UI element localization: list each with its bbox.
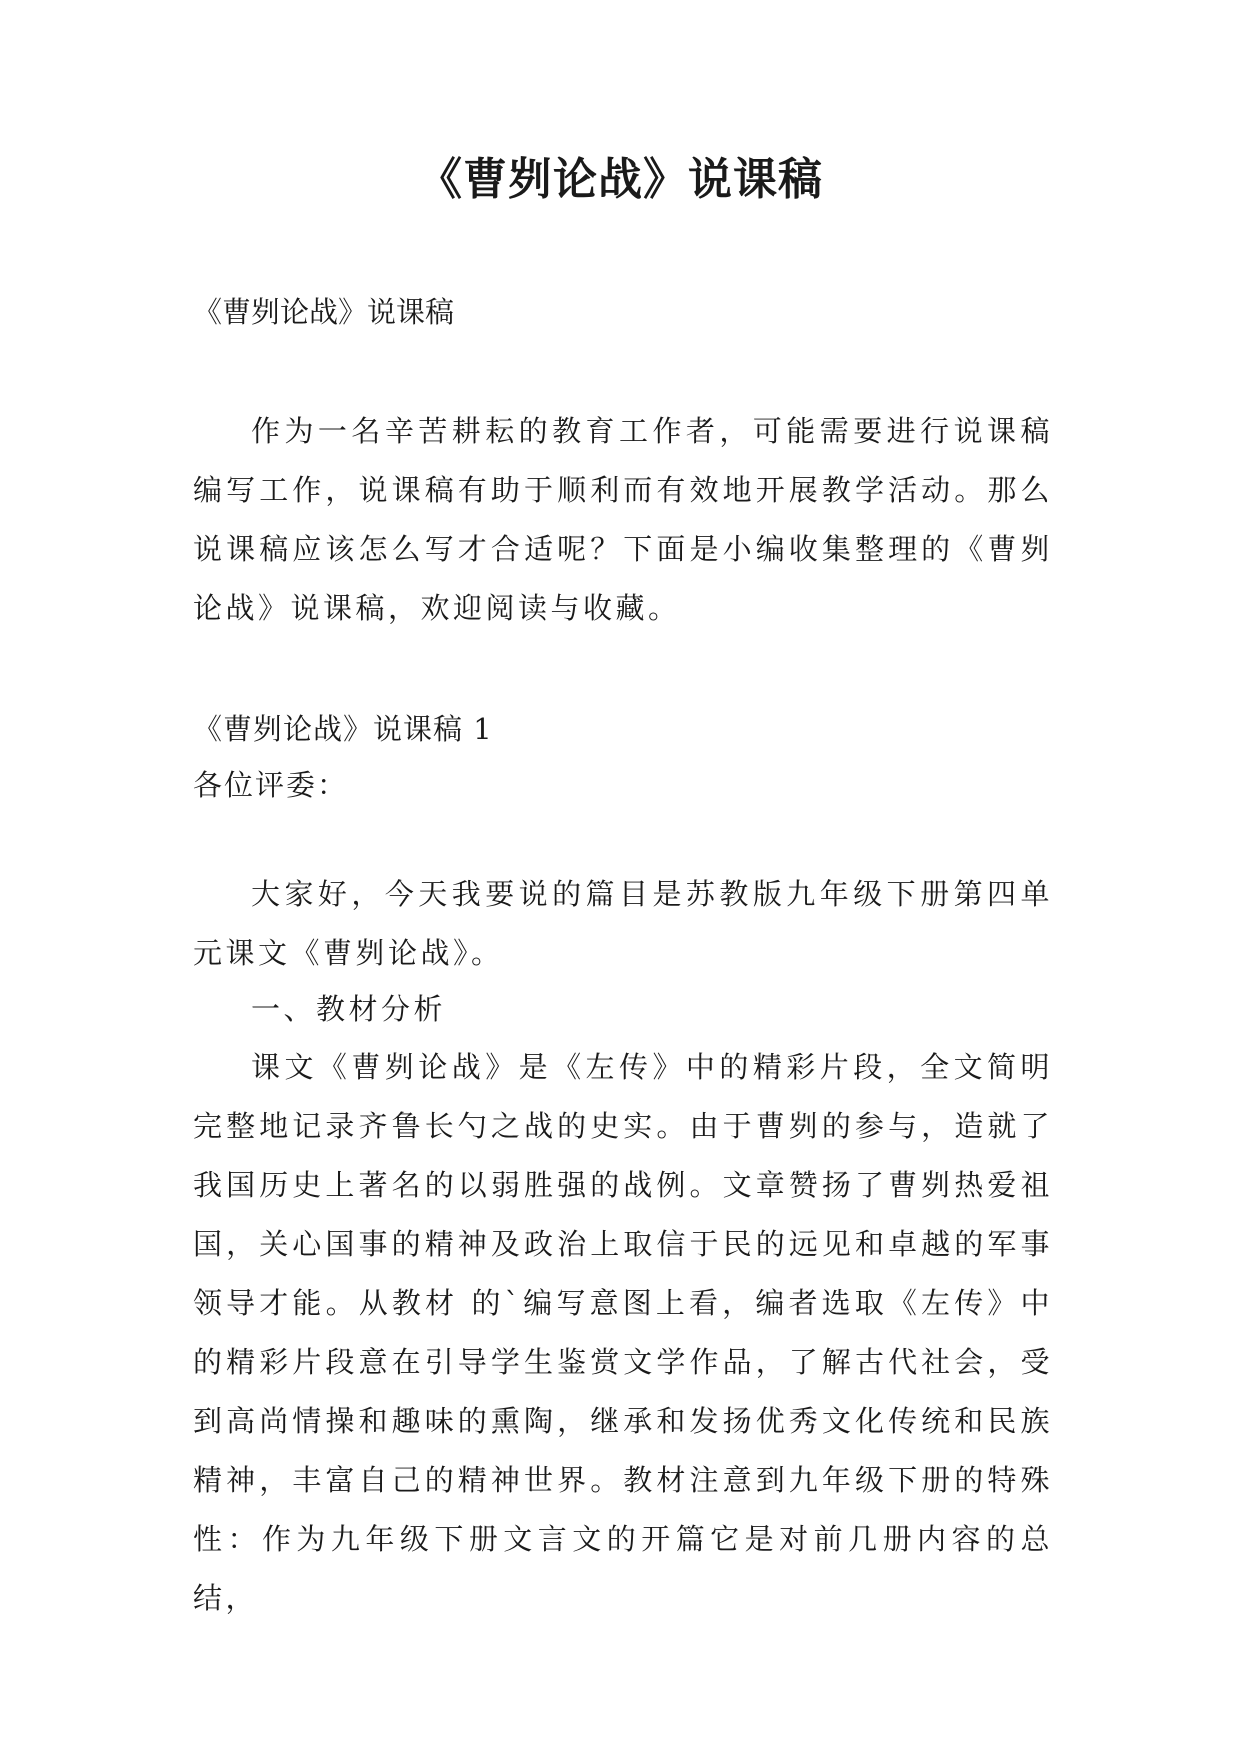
section-heading: 《曹刿论战》说课稿 1 [193,712,493,746]
analysis-heading: 一、教材分析 [251,992,447,1026]
document-title: 《曹刿论战》说课稿 [418,154,823,205]
intro-paragraph: 作为一名辛苦耕耘的教育工作者，可能需要进行说课稿编写工作，说课稿有助于顺利而有效地开展教学活动。那么说课稿应该怎么写才合适呢？下面是小编收集整理的《曹刿论战》说课稿，欢迎阅读与收藏。 [193,414,1053,625]
salutation: 各位评委： [193,768,349,802]
greeting-paragraph: 大家好，今天我要说的篇目是苏教版九年级下册第四单元课文《曹刿论战》。 [193,877,1053,970]
analysis-paragraph: 课文《曹刿论战》是《左传》中的精彩片段，全文简明完整地记录齐鲁长勺之战的史实。由于曹刿的参与，造就了我国历史上著名的以弱胜强的战例。文章赞扬了曹刿热爱祖国，关心国事的精神及政治上取信于民的远见和卓越的军事领导才能。从教材 的`编写意图上看，编者选取《左传》中的精彩片段意在引导学生鉴赏文学作品，了解古代社会，受到高尚情操和趣味的熏陶，继承和发扬优秀文化传统和民族精神，丰富自己的精神世界。教材注意到九年级下册的特殊性：作为九年级下册文言文的开篇它是对前几册内容的总结， [193,1050,1053,1615]
document-subtitle: 《曹刿论战》说课稿 [193,295,455,329]
